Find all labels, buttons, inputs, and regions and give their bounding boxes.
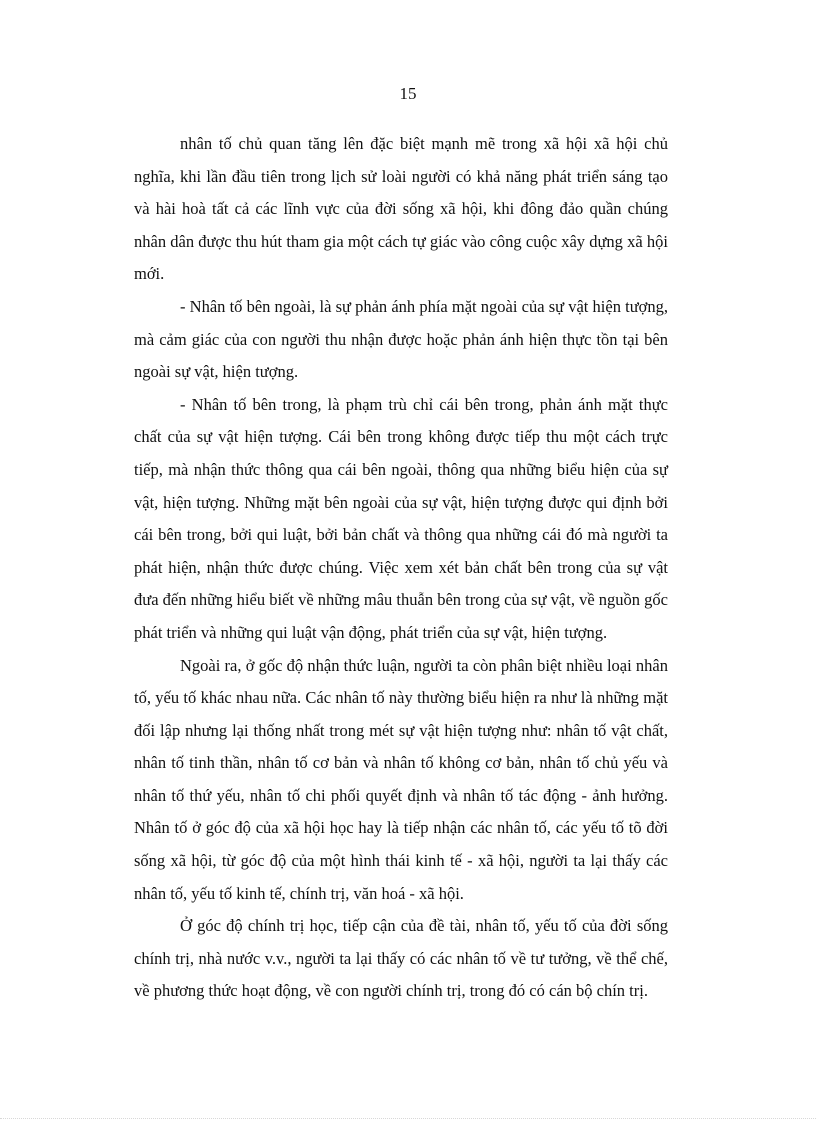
paragraph-1: nhân tố chủ quan tăng lên đặc biệt mạnh mẽ trong xã hội xã hội chủ nghĩa, khi lần đầu tiên trong lịch sử loài người có khả năng phát triển sáng tạo và hài hoà tất cả các lĩnh vực của đời sống xã hội, khi đông đảo quần chúng nhân dân được thu hút tham gia một cách tự giác vào công cuộc xây dựng xã hội mới. [134,134,668,284]
body-text [134,128,668,1008]
paragraph-5: Ở góc độ chính trị học, tiếp cận của đề tài, nhân tố, yếu tố của đời sống chính trị, nhà nước v.v., người ta lại thấy có các nhân tố về tư tưởng, về thể chế, về phương thức hoạt động, về con người chính trị, trong đó có cán bộ chín trị. [134,916,668,1001]
page-number: 15 [399,84,417,103]
paragraph-3: - Nhân tố bên trong, là phạm trù chỉ cái bên trong, phản ánh mặt thực chất của sự vật hiện tượng. Cái bên trong không được tiếp thu một cách trực tiếp, mà nhận thức thông qua cái bên ngoài, thông qua những biểu hiện của sự vật, hiện tượng. Những mặt bên ngoài của sự vật, hiện tượng được qui định bởi cái bên trong, bởi qui luật, bởi bản chất và thông qua những cái đó mà người ta phát hiện, nhận thức được chúng. Việc xem xét bản chất bên trong của sự vật đưa đến những hiểu biết về những mâu thuẫn bên trong của sự vật, về nguồn gốc phát triển và những qui luật vận động, phát triển của sự vật, hiện tượng. [134,394,668,642]
page-bottom-divider [0,1118,816,1119]
paragraph-2: - Nhân tố bên ngoài, là sự phản ánh phía mặt ngoài của sự vật hiện tượng, mà cảm giác của con người thu nhận được hoặc phản ánh hiện thực tồn tại bên ngoài sự vật, hiện tượng. [134,296,668,382]
paragraph-4: Ngoài ra, ở gốc độ nhận thức luận, người ta còn phân biệt nhiều loại nhân tố, yếu tố khác nhau nữa. Các nhân tố này thường biểu hiện ra như là những mặt đối lập nhưng lại thống nhất trong mét sự vật hiện tượng như: nhân tố vật chất, nhân tố tinh thần, nhân tố cơ bản và nhân tố không cơ bản, nhân tố chủ yếu và nhân tố thứ yếu, nhân tố chi phối quyết định và nhân tố tác động - ảnh hưởng. Nhân tố ở góc độ của xã hội học hay là tiếp nhận các nhân tố, các yếu tố tõ đời sống xã hội, từ góc độ của một hình thái kinh tế - xã hội, người ta lại thấy các nhân tố, yếu tố kinh tế, chính trị, văn hoá - xã hội. [134,655,668,903]
